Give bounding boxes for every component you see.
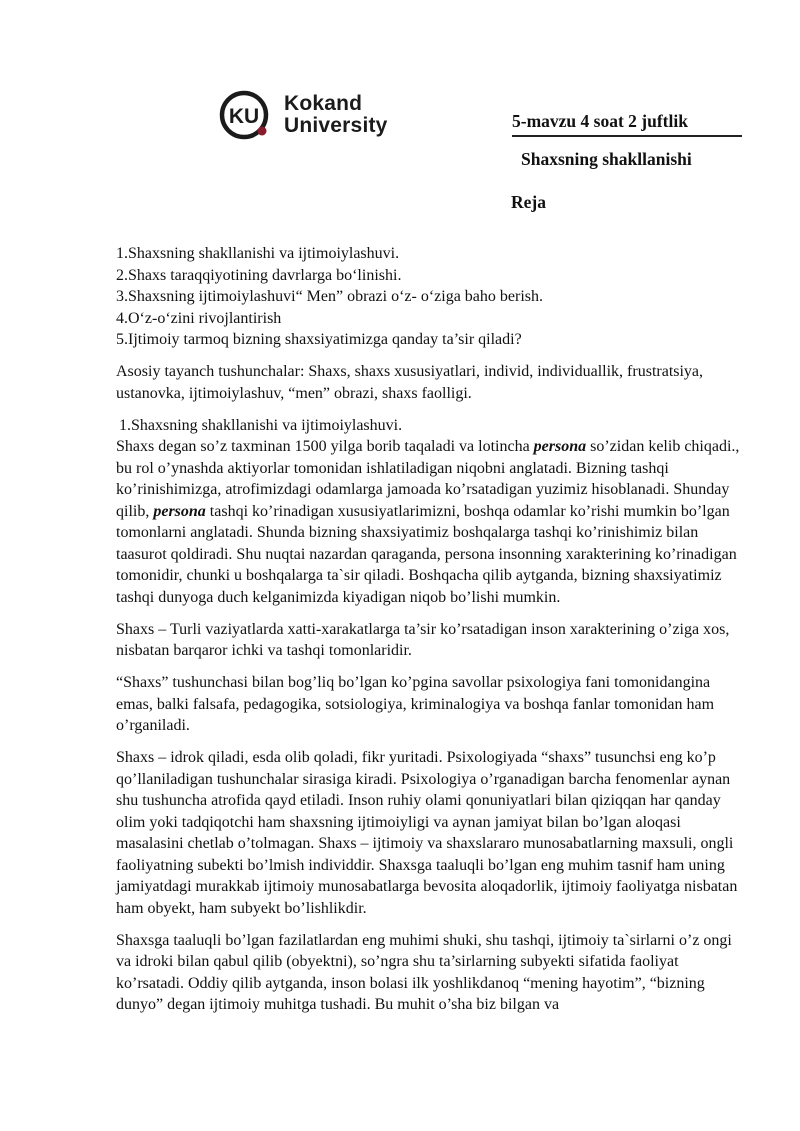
- paragraph-qualities: Shaxsga taaluqli bo’lgan fazilatlardan eng muhimi shuki, shu tashqi, ijtimoiy ta`sirlarni o’z ongi va idroki bilan qabul qilib (obyektni), so’ngra shu ta’sirlarning subyekti sifatida faoliyat ko’rsatadi. Oddiy qilib aytganda, inson bolasi ilk yoshlikdanoq “mening hayotim”, “bizning dunyo” degan ijtimoiy muhitga tushadi. Bu muhit o’sha biz bilgan va: [116, 931, 732, 1013]
- logo-wordmark: [284, 93, 388, 137]
- paragraph-text: Shaxs degan so’z taxminan 1500 yilga borib taqaladi va lotincha: [116, 438, 534, 455]
- key-terms: Asosiy tayanch tushunchalar: Shaxs, shaxs xususiyatlari, individ, individuallik, frustratsiya, ustanovka, ijtimoiylashuv, “men” obrazi, shaxs faolligi.: [116, 363, 704, 402]
- plan-heading: Reja: [511, 192, 546, 212]
- document-body: [116, 243, 746, 1026]
- logo-mark: KU: [228, 105, 260, 128]
- plan-item: 1.Shaxsning shakllanishi va ijtimoiylashuvi.: [116, 245, 400, 262]
- plan-list: [116, 243, 746, 351]
- page-title: Shaxsning shakllanishi: [521, 149, 692, 169]
- paragraph-text: so’zidan kelib chiqadi., bu rol o’ynashda aktiyorlar tomonidan ishlatiladigan niqobni anglatadi. Bizning tashqi ko’rinishimizga, atrofimizdagi odamlarga jamoada ko’rsatadigan yuzimiz hisoblanadi. Shunday qilib,: [116, 438, 740, 520]
- keyword-persona: persona: [533, 438, 587, 455]
- topic-label: 5-mavzu 4 soat 2 juftlik: [512, 111, 742, 137]
- logo-line-1: Kokand: [284, 92, 363, 115]
- logo-dot: [258, 127, 267, 136]
- plan-item: 3.Shaxsning ijtimoiylashuvi“ Men” obrazi o‘z- o‘ziga baho berish.: [116, 288, 544, 305]
- ku-logo-icon: [218, 88, 274, 144]
- section-heading: 1.Shaxsning shakllanishi va ijtimoiylashuvi.: [119, 416, 403, 434]
- paragraph-text: tashqi ko’rinadigan xususiyatlarimizni, boshqa odamlar ko’rishi mumkin bo’lgan tomonlarni anglatadi. Shunda bizning shaxsiyatimiz boshqalarga tashqi ko’rinishimiz bilan taasurot qoldiradi. Shu nuqtai nazardan qaraganda, persona insonning xarakterining ko’rinadigan tomonidir, chunki u boshqalarga ta`sir qiladi. Boshqacha qilib aytganda, bizning shaxsiyatimiz tashqi dunyoga duch kelganimizda kiyadigan niqob bo’lishi mumkin.: [116, 502, 737, 606]
- plan-item: 5.Ijtimoiy tarmoq bizning shaxsiyatimizga qanday ta’sir qiladi?: [116, 331, 522, 348]
- paragraph-definition: Shaxs – Turli vaziyatlarda xatti-xarakatlarga ta’sir ko’rsatadigan inson xarakterining o’ziga xos, nisbatan barqaror ichki va tashqi tomonlaridir.: [116, 620, 730, 659]
- university-logo: [218, 88, 408, 144]
- logo-line-2: University: [284, 114, 388, 137]
- paragraph-disciplines: “Shaxs” tushunchasi bilan bog’liq bo’lgan ko’pgina savollar psixologiya fani tomonidangina emas, balki falsafa, pedagogika, sotsiologiya, kriminalogiya va boshqa fanlar tomonidan ham o’rganiladi.: [116, 674, 715, 734]
- paragraph-persona: [116, 436, 746, 608]
- paragraph-psychology: Shaxs – idrok qiladi, esda olib qoladi, fikr yuritadi. Psixologiyada “shaxs” tusunchsi eng ko’p qo’llaniladigan tushunchalar sirasiga kiradi. Psixologiya o’rganadigan barcha fenomenlar aynan shu tushuncha atrofida qayd etiladi. Inson ruhiy olami qonuniyatlari bilan qiziqqan har qanday olim yoki tadqiqotchi ham shaxsning ijtimoiyligi va aynan jamiyat bilan bo’lgan aloqasi masalasini chetlab o’tolmagan. Shaxs – ijtimoiy va shaxslararo munosabatlarning maxsuli, ongli faoliyatning subekti bo’lmish individdir. Shaxsga taaluqli bo’lgan eng muhim tasnif ham uning jamiyatdagi murakkab ijtimoiy munosabatlarga bevosita aloqadorlik, ijtimoiy faoliyatga nisbatan ham obyekt, ham subyekt bo’lishlikdir.: [116, 749, 738, 917]
- keyword-persona: persona: [153, 502, 206, 520]
- plan-item: 2.Shaxs taraqqiyotining davrlarga bo‘linishi.: [116, 266, 402, 284]
- plan-item: 4.O‘z-o‘zini rivojlantirish: [116, 309, 282, 327]
